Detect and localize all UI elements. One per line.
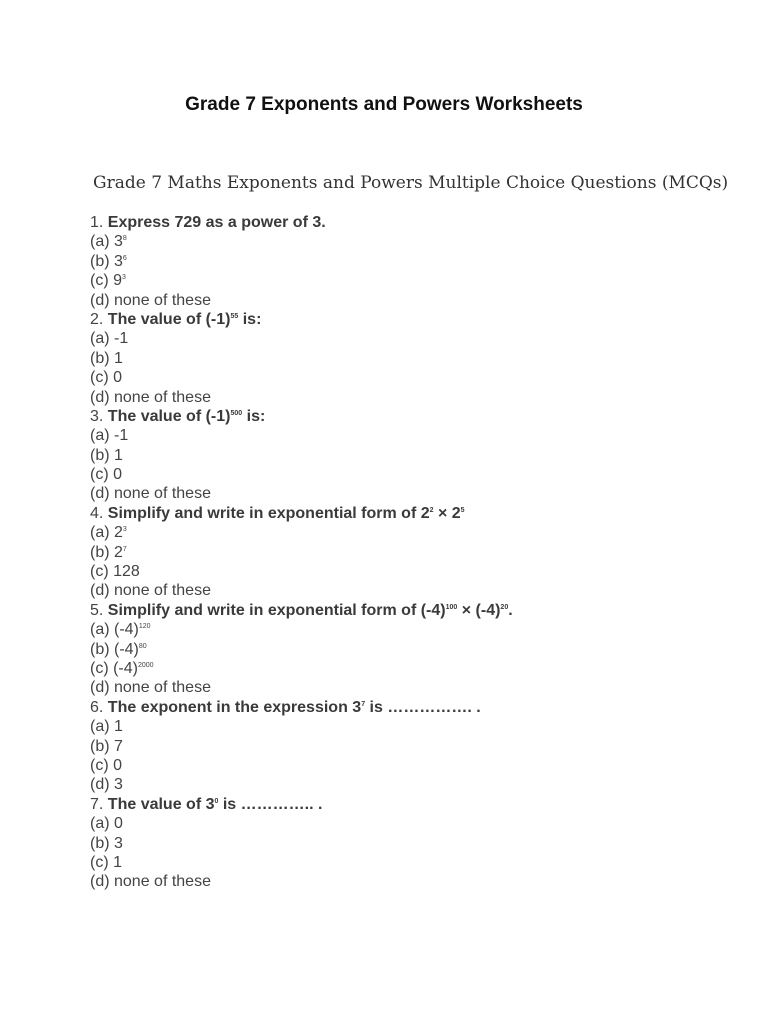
text-segment: (a) 2 [90, 524, 123, 542]
question-number: 5. [90, 601, 108, 619]
page-title: Grade 7 Exponents and Powers Worksheets [185, 94, 583, 115]
exponent: 0 [214, 797, 219, 805]
question-4 [90, 504, 730, 523]
answer-option [90, 388, 730, 407]
answer-option [90, 271, 730, 290]
answer-option [90, 232, 730, 251]
answer-option [90, 659, 730, 678]
answer-option [90, 814, 730, 833]
text-segment: Simplify and write in exponential form of (-4) [107, 601, 446, 619]
text-segment: (b) 2 [90, 543, 123, 561]
text-segment: (b) 1 [90, 446, 123, 464]
text-segment: (d) 3 [90, 776, 123, 794]
exponent: 500 [230, 409, 243, 417]
question-number: 3. [90, 407, 108, 425]
text-segment: × 2 [433, 504, 461, 522]
text-segment: The exponent in the expression 3 [107, 698, 362, 716]
question-text [108, 699, 481, 716]
text-segment: Simplify and write in exponential form of 2 [107, 504, 430, 522]
text-segment: Express 729 as a power of 3. [107, 214, 326, 231]
text-segment: (a) (-4) [90, 621, 139, 639]
page-subtitle: Grade 7 Maths Exponents and Powers Multiple Choice Questions (MCQs) [93, 173, 729, 193]
text-segment: (b) 1 [90, 349, 123, 367]
answer-option [90, 678, 730, 697]
question-7 [90, 795, 730, 814]
answer-option [90, 581, 730, 600]
question-list [90, 213, 730, 892]
answer-option [90, 484, 730, 503]
text-segment: (c) 9 [90, 272, 122, 290]
answer-option [90, 543, 730, 562]
text-segment: (d) none of these [90, 582, 211, 600]
exponent: 8 [122, 235, 127, 243]
answer-option [90, 465, 730, 484]
answer-option [90, 853, 730, 872]
text-segment: The value of 3 [107, 795, 215, 813]
answer-option [90, 349, 730, 368]
question-2 [90, 310, 730, 329]
text-segment: (c) 0 [90, 369, 122, 387]
question-number: 2. [90, 310, 108, 328]
exponent: 20 [500, 603, 509, 611]
text-segment: (b) (-4) [90, 640, 139, 658]
text-segment: (a) 1 [90, 718, 123, 736]
question-6 [90, 698, 730, 717]
answer-option [90, 737, 730, 756]
text-segment: (d) none of these [90, 291, 211, 309]
text-segment: (a) -1 [90, 330, 129, 348]
text-segment: is: [242, 407, 266, 425]
answer-option [90, 523, 730, 542]
text-segment: (c) 0 [90, 466, 122, 484]
text-segment: (c) 1 [90, 853, 122, 871]
exponent: 7 [361, 700, 366, 708]
answer-option [90, 640, 730, 659]
exponent: 55 [230, 312, 239, 320]
text-segment: is: [238, 310, 262, 328]
question-5 [90, 601, 730, 620]
text-segment: is ………….. . [218, 795, 323, 813]
question-number: 1. [90, 214, 108, 231]
exponent: 3 [122, 526, 127, 534]
text-segment: is ……………. . [365, 698, 481, 716]
text-segment: (d) none of these [90, 873, 211, 891]
answer-option [90, 562, 730, 581]
text-segment: (d) none of these [90, 388, 211, 406]
answer-option [90, 756, 730, 775]
text-segment: The value of (-1) [107, 310, 231, 328]
answer-option [90, 620, 730, 639]
question-number: 7. [90, 795, 108, 813]
answer-option [90, 252, 730, 271]
answer-option [90, 426, 730, 445]
answer-option [90, 775, 730, 794]
answer-option [90, 329, 730, 348]
exponent: 100 [445, 603, 458, 611]
question-number: 4. [90, 504, 108, 522]
answer-option [90, 446, 730, 465]
answer-option [90, 291, 730, 310]
exponent: 80 [138, 642, 147, 650]
text-segment: (d) none of these [90, 679, 211, 697]
exponent: 5 [460, 506, 465, 514]
text-segment: (a) 0 [90, 815, 123, 833]
answer-option [90, 834, 730, 853]
text-segment: (d) none of these [90, 485, 211, 503]
question-text [108, 408, 266, 425]
question-text [108, 214, 326, 231]
question-text [108, 505, 465, 522]
text-segment: (b) 3 [90, 834, 123, 852]
text-segment: (c) 0 [90, 756, 122, 774]
exponent: 2 [429, 506, 434, 514]
question-3 [90, 407, 730, 426]
text-segment: (c) (-4) [90, 659, 138, 677]
text-segment: (a) -1 [90, 427, 129, 445]
text-segment: (c) 128 [90, 563, 140, 581]
text-segment: The value of (-1) [107, 407, 231, 425]
question-number: 6. [90, 698, 108, 716]
exponent: 3 [122, 274, 126, 282]
text-segment: (b) 7 [90, 737, 123, 755]
exponent: 6 [122, 254, 127, 262]
question-text [108, 602, 513, 619]
answer-option [90, 717, 730, 736]
answer-option [90, 872, 730, 891]
question-text [108, 311, 262, 328]
text-segment: × (-4) [457, 601, 501, 619]
question-text [108, 796, 323, 813]
exponent: 2000 [137, 661, 154, 669]
exponent: 120 [138, 623, 151, 631]
text-segment: (a) 3 [90, 233, 123, 251]
text-segment: (b) 3 [90, 252, 123, 270]
answer-option [90, 368, 730, 387]
text-segment: . [508, 601, 513, 619]
exponent: 7 [122, 545, 127, 553]
question-1 [90, 213, 730, 232]
